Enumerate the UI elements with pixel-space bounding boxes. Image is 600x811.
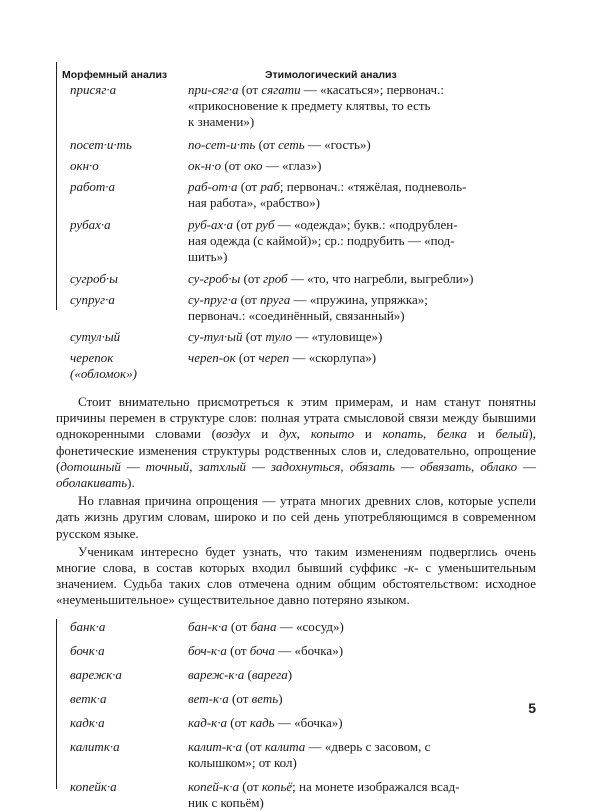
suffix-k: -к- [403,560,419,576]
etym-text: (от [228,690,252,706]
etymology-line [188,179,520,195]
table-row [56,739,536,771]
table-row [56,779,536,811]
example-word: копыто [310,426,355,442]
morphemic-word: варежк·а [70,666,122,682]
etym-text: (от [227,618,251,634]
example-word: белый [495,426,529,442]
etym-word: вареж-к·а [188,666,245,682]
etymology-cell [188,158,520,174]
example-word: воздух [216,426,251,442]
etym-text: — «бочка») [274,642,344,658]
page-number: 5 [528,700,536,716]
morphemic-word: рубах·а [70,217,111,232]
header-morphemic-analysis: Морфемный анализ [62,69,168,81]
etymology-table-1 [56,62,536,382]
text-run: , [296,426,311,442]
etym-word: су-гроб·ы [188,271,241,286]
example-word: дотошный [60,458,121,474]
morphemic-word: присяг·а [70,82,117,97]
etym-word: сеть [278,137,305,152]
etym-word: калит-к·а [188,738,242,754]
text-run: — [120,458,146,474]
morphemic-word: сугроб·ы [70,271,118,286]
etymology-line: к знамени») [188,114,255,129]
example-word: белка [437,426,467,442]
etym-word: руб [255,217,275,232]
etymology-cell [188,271,520,287]
morphemic-cell [56,82,188,130]
table-left-rule [56,62,57,310]
etymology-line [188,691,520,707]
etym-word: вет-к·а [188,690,229,706]
table-row [56,158,536,174]
etymology-line: шить») [188,249,228,264]
etymology-cell [188,715,520,731]
table-row [56,292,536,324]
text-run: , [340,458,350,474]
etymology-table-2 [56,619,536,811]
etym-word: боч-к·а [188,642,227,658]
morphemic-word: супруг·а [70,292,115,307]
etym-text: (от [241,738,265,754]
etym-word: по-сет-и·ть [188,137,256,152]
etymology-cell [188,619,520,635]
etym-word: су-тул·ый [188,329,243,344]
text-run: , [471,458,481,474]
text-run: ). [127,475,135,491]
text-run: Стоит внимательно присмотреться к этим примерам, и нам станут понятны причины перемен в структуре слов: полная утрата смысловой связи между бывшими однокоренными словами ( [56,394,536,442]
etymology-line [188,715,520,731]
etymology-cell [188,329,520,345]
etym-word: веть [251,690,279,706]
morphemic-cell [56,329,188,345]
etymology-line [188,82,520,98]
example-word: дух [279,426,297,442]
text-run: — [517,458,537,474]
table-row [56,619,536,635]
etym-word: раб-от·а [188,179,238,194]
etym-text: ) [278,690,283,706]
etym-word: сягати [261,82,301,97]
table2-left-rule [56,619,57,789]
etym-text: — «туловище») [292,329,383,344]
text-run: — [246,458,271,474]
etym-text: — «глаз») [262,158,322,173]
header-etymological-analysis: Этимологический анализ [265,69,397,81]
etymology-line [188,619,520,635]
morphemic-cell [56,779,188,811]
morphemic-cell [56,217,188,265]
morphemic-word: работ·а [70,179,116,194]
etym-text: (от [255,137,279,152]
table-row [56,643,536,659]
etym-text: (от [240,271,264,286]
text-run: и [354,426,383,442]
etymology-line [188,329,520,345]
etymology-line [188,271,520,287]
text-run: — [394,458,420,474]
etym-word: при-сяг·а [188,82,239,97]
table-row [56,715,536,731]
etym-word: череп [258,350,290,365]
etym-word: копьё [261,778,293,794]
paragraph-3 [56,544,536,609]
morphemic-cell [56,739,188,771]
table-row [56,271,536,287]
morphemic-cell [56,271,188,287]
etymology-line [188,217,520,233]
morphemic-cell [56,667,188,683]
paragraph-2: Но главная причина опрощения — утрата многих древних слов, которые успели дать жизнь другим словам, широко и по сей день употребляющимся в современном русском языке. [56,493,536,541]
morphemic-cell [56,691,188,707]
etym-word: бан-к·а [188,618,228,634]
etym-text: ; на монете изображался всад- [292,778,460,794]
table-row [56,691,536,707]
etym-text: ) [287,666,293,682]
morphemic-cell [56,179,188,211]
morphemic-cell [56,619,188,635]
morphemic-cell [56,137,188,153]
example-word: обязать [349,458,395,474]
etym-text: — «то, что нагребли, выгребли») [287,271,474,286]
etym-text: — «гость») [304,137,371,152]
example-word: точный [145,458,190,474]
morphemic-word: калитк·а [70,738,120,754]
etym-text: (от [227,714,250,730]
etymology-line: ник с копьём) [188,794,264,810]
etymology-cell [188,137,520,153]
etymology-cell [188,691,520,707]
morphemic-cell [56,292,188,324]
table-row [56,350,536,382]
etymology-line [188,667,520,683]
etymology-cell [188,739,520,771]
text-run: , [189,458,199,474]
etym-word: бана [250,618,277,634]
morphemic-word: посет·и·ть [70,137,132,152]
morphemic-word: бочк·а [70,642,105,658]
morphemic-word: кадк·а [70,714,105,730]
etym-word: копей-к·а [188,778,240,794]
etym-word: око [243,158,263,173]
table-row [56,137,536,153]
etym-text: (от [237,179,261,194]
morphemic-word: копейк·а [70,778,117,794]
etym-text: (от [237,292,261,307]
p3-part-a: Ученикам интересно будет узнать, что таким изменениям подверглись очень многие слова, в состав которых входил бывший суффикс [56,543,536,576]
etym-text: (от [221,158,244,173]
etym-word: гроб [263,271,288,286]
etymology-line [188,292,520,308]
etym-text: — «бочка») [274,714,343,730]
morphemic-word: черепок [70,350,114,365]
example-word: оболакивать [56,475,128,491]
etym-text: — «касаться»; первонач.: [300,82,444,97]
etymology-line [188,739,520,755]
etym-text: (от [235,350,259,365]
example-word: облако [480,458,518,474]
page-content [56,62,536,811]
etymology-cell [188,217,520,265]
etymology-line [188,158,520,174]
etym-word: боча [249,642,275,658]
etymology-cell [188,179,520,211]
etymology-cell [188,667,520,683]
etymology-line [188,779,520,795]
example-word: затхлый [198,458,247,474]
etym-word: череп-ок [188,350,236,365]
morphemic-word: окн·о [70,158,99,173]
etymology-cell [188,350,520,382]
p3-part-c: с уменьшительным значением. Судьба таких слов отмечена одним общим обстоятельством: исходное «неуменьшительное» существительное давно потеряно языком. [56,560,537,608]
etym-text: — «одежда»; букв.: «подрублен- [274,217,458,232]
etymology-cell [188,643,520,659]
etym-word: варега [251,666,288,682]
etymology-line [188,137,520,153]
etym-word: ок-н·о [188,158,222,173]
etym-word: туло [265,329,293,344]
morphemic-cell [56,715,188,731]
etym-text: — «сосуд») [276,618,344,634]
example-word: копать [382,426,423,442]
table-row [56,329,536,345]
etymology-line: первонач.: «соединённый, связанный») [188,308,405,323]
etym-text: (от [242,329,266,344]
example-word: обвязать [419,458,472,474]
etym-word: пруга [260,292,291,307]
etymology-line: ная одежда (с каймой)»; ср.: подрубить — «под- [188,233,455,248]
etym-text: — «пружина, упряжка»; [290,292,428,307]
table-row [56,667,536,683]
table-header [56,62,536,82]
etym-word: су-пруг·а [188,292,238,307]
etym-text: ( [244,666,252,682]
text-run: и [466,426,496,442]
etym-text: — «дверь с засовом, с [305,738,431,754]
morphemic-word: сутул·ый [70,329,121,344]
etym-text: — «скорлупа») [289,350,377,365]
etym-text: (от [233,217,256,232]
text-run: , [422,426,438,442]
table-row [56,179,536,211]
morphemic-cell [56,350,188,382]
text-run: ), фонетические изменения структуры родственных слов и, следовательно, опрощение ( [56,426,536,474]
morphemic-cell [56,643,188,659]
body-text [56,394,536,609]
table-row [56,217,536,265]
text-run: и [250,426,279,442]
etymology-line: колышком»; от кол) [188,754,297,770]
morphemic-gloss: («обломок») [70,366,137,381]
morphemic-cell [56,158,188,174]
etym-text: ; первонач.: «тяжёлая, подневоль- [279,179,467,194]
etymology-line [188,350,520,366]
example-word: задохнуться [270,458,341,474]
etym-text: (от [239,778,262,794]
etymology-line: «прикосновение к предмету клятвы, то есть [188,98,431,113]
etymology-cell [188,779,520,811]
morphemic-word: банк·а [70,618,106,634]
etymology-line: ная работа», «рабство») [188,195,320,210]
etymology-cell [188,292,520,324]
etym-word: калита [264,738,306,754]
etym-word: руб-ах·а [188,217,233,232]
table-row [56,82,536,130]
etym-text: (от [226,642,250,658]
etym-word: кад-к·а [188,714,227,730]
etym-word: раб [260,179,280,194]
etym-text: (от [238,82,262,97]
etymology-cell [188,82,520,130]
paragraph-1 [56,394,536,491]
etym-word: кадь [249,714,275,730]
etymology-line [188,643,520,659]
morphemic-word: ветк·а [70,690,107,706]
